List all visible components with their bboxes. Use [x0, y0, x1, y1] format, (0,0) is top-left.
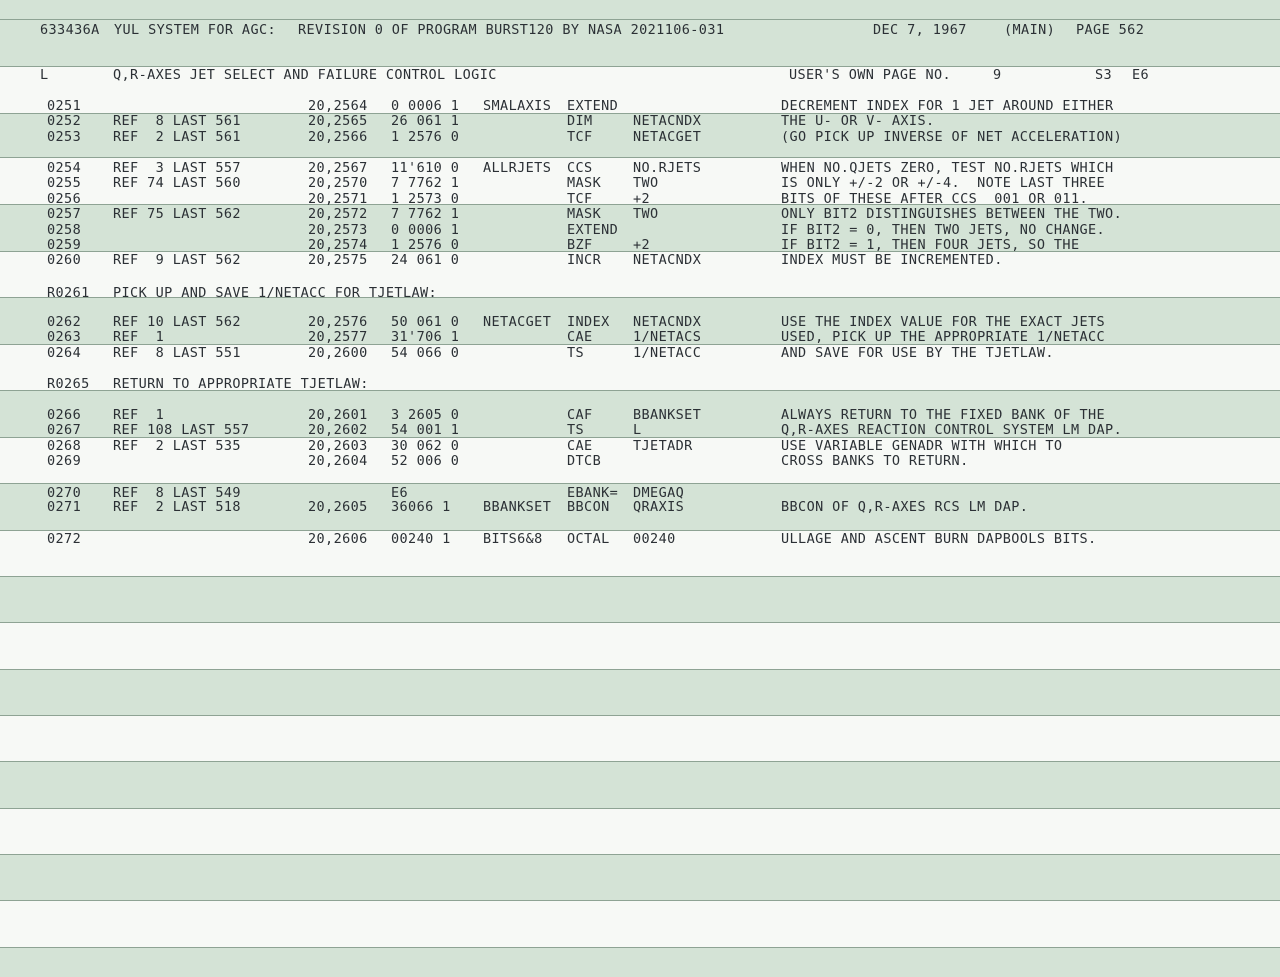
operand: TJETADR — [633, 438, 693, 454]
user-page-label: USER'S OWN PAGE NO. — [789, 67, 952, 83]
comment: AND SAVE FOR USE BY THE TJETLAW. — [781, 345, 1054, 361]
opcode: DIM — [567, 113, 593, 129]
opcode: TS — [567, 345, 585, 361]
opcode: TS — [567, 422, 585, 438]
user-page-number: 9 — [993, 67, 1002, 83]
paper-band — [0, 900, 1280, 947]
octal-code: 31'706 1 — [391, 329, 460, 345]
line-number: 0264 — [47, 345, 82, 361]
line-number: 0253 — [47, 129, 82, 145]
address: 20,2602 — [308, 422, 368, 438]
revision-line: REVISION 0 OF PROGRAM BURST120 BY NASA 2021106-031 — [298, 22, 725, 38]
line-number: 0270 — [47, 485, 82, 501]
code-label: SMALAXIS — [483, 98, 552, 114]
reference: REF 8 LAST 551 — [113, 345, 241, 361]
opcode: CAF — [567, 407, 593, 423]
octal-code: 11'610 0 — [391, 160, 460, 176]
rule-line — [0, 900, 1280, 901]
address: 20,2576 — [308, 314, 368, 330]
octal-code: 00240 1 — [391, 531, 451, 547]
opcode: TCF — [567, 129, 593, 145]
opcode: BZF — [567, 237, 593, 253]
opcode: DTCB — [567, 453, 602, 469]
line-number: 0260 — [47, 252, 82, 268]
reference: REF 1 — [113, 329, 165, 345]
line-number: 0267 — [47, 422, 82, 438]
reference: REF 75 LAST 562 — [113, 206, 241, 222]
comment: IF BIT2 = 1, THEN FOUR JETS, SO THE — [781, 237, 1080, 253]
comment: USE THE INDEX VALUE FOR THE EXACT JETS — [781, 314, 1106, 330]
code-label: BITS6&8 — [483, 531, 543, 547]
octal-code: 54 066 0 — [391, 345, 460, 361]
rule-line — [0, 947, 1280, 948]
comment: INDEX MUST BE INCREMENTED. — [781, 252, 1003, 268]
address: 20,2567 — [308, 160, 368, 176]
comment: (GO PICK UP INVERSE OF NET ACCELERATION) — [781, 129, 1123, 145]
octal-code: E6 — [391, 485, 409, 501]
rule-line — [0, 19, 1280, 20]
address: 20,2572 — [308, 206, 368, 222]
address: 20,2570 — [308, 175, 368, 191]
octal-code: 30 062 0 — [391, 438, 460, 454]
opcode: OCTAL — [567, 531, 610, 547]
opcode: CAE — [567, 438, 593, 454]
comment: IF BIT2 = 0, THEN TWO JETS, NO CHANGE. — [781, 222, 1106, 238]
reference: REF 8 LAST 549 — [113, 485, 241, 501]
paper-band — [0, 669, 1280, 715]
octal-code: 0 0006 1 — [391, 222, 460, 238]
line-number: 0269 — [47, 453, 82, 469]
reference: REF 9 LAST 562 — [113, 252, 241, 268]
address: 20,2605 — [308, 499, 368, 515]
paper-band — [0, 715, 1280, 761]
octal-code: 1 2573 0 — [391, 191, 460, 207]
listing-code: S3 — [1095, 67, 1113, 83]
line-number: 0272 — [47, 531, 82, 547]
address: 20,2577 — [308, 329, 368, 345]
address: 20,2573 — [308, 222, 368, 238]
code-label: ALLRJETS — [483, 160, 552, 176]
comment: BBCON OF Q,R-AXES RCS LM DAP. — [781, 499, 1029, 515]
comment: Q,R-AXES REACTION CONTROL SYSTEM LM DAP. — [781, 422, 1123, 438]
operand: 1/NETACS — [633, 329, 702, 345]
operand: BBANKSET — [633, 407, 702, 423]
address: 20,2603 — [308, 438, 368, 454]
page-number: PAGE 562 — [1076, 22, 1145, 38]
reference: REF 1 — [113, 407, 165, 423]
comment: BITS OF THESE AFTER CCS 001 OR 011. — [781, 191, 1088, 207]
rule-line — [0, 622, 1280, 623]
opcode: INCR — [567, 252, 602, 268]
operand: NETACNDX — [633, 113, 702, 129]
address: 20,2565 — [308, 113, 368, 129]
opcode: INDEX — [567, 314, 610, 330]
octal-code: 54 001 1 — [391, 422, 460, 438]
reference: REF 8 LAST 561 — [113, 113, 241, 129]
reference: REF 3 LAST 557 — [113, 160, 241, 176]
address: 20,2571 — [308, 191, 368, 207]
operand: NETACNDX — [633, 314, 702, 330]
rule-line — [0, 483, 1280, 484]
reference: PICK UP AND SAVE 1/NETACC FOR TJETLAW: — [113, 285, 438, 301]
reference: REF 2 LAST 535 — [113, 438, 241, 454]
line-number: 0266 — [47, 407, 82, 423]
octal-code: 0 0006 1 — [391, 98, 460, 114]
address: 20,2600 — [308, 345, 368, 361]
line-number: 0254 — [47, 160, 82, 176]
opcode: MASK — [567, 175, 602, 191]
reference: REF 2 LAST 561 — [113, 129, 241, 145]
system-name: YUL SYSTEM FOR AGC: — [114, 22, 277, 38]
rule-line — [0, 761, 1280, 762]
address: 20,2604 — [308, 453, 368, 469]
section-label: (MAIN) — [1004, 22, 1056, 38]
octal-code: 7 7762 1 — [391, 206, 460, 222]
operand: 1/NETACC — [633, 345, 702, 361]
line-number: 0251 — [47, 98, 82, 114]
paper-band — [0, 761, 1280, 808]
opcode: BBCON — [567, 499, 610, 515]
operand: 00240 — [633, 531, 676, 547]
address: 20,2601 — [308, 407, 368, 423]
rule-line — [0, 715, 1280, 716]
paper-band — [0, 808, 1280, 854]
rule-line — [0, 157, 1280, 158]
octal-code: 7 7762 1 — [391, 175, 460, 191]
octal-code: 24 061 0 — [391, 252, 460, 268]
reference: REF 74 LAST 560 — [113, 175, 241, 191]
octal-code: 1 2576 0 — [391, 129, 460, 145]
reference: REF 10 LAST 562 — [113, 314, 241, 330]
listing-code: E6 — [1132, 67, 1150, 83]
line-number: R0261 — [47, 285, 90, 301]
comment: ALWAYS RETURN TO THE FIXED BANK OF THE — [781, 407, 1106, 423]
rule-line — [0, 669, 1280, 670]
comment: IS ONLY +/-2 OR +/-4. NOTE LAST THREE — [781, 175, 1106, 191]
code-label: BBANKSET — [483, 499, 552, 515]
line-number: 0259 — [47, 237, 82, 253]
rule-line — [0, 576, 1280, 577]
operand: TWO — [633, 175, 659, 191]
address: 20,2606 — [308, 531, 368, 547]
comment: USE VARIABLE GENADR WITH WHICH TO — [781, 438, 1063, 454]
operand: L — [633, 422, 642, 438]
line-number: 0256 — [47, 191, 82, 207]
operand: +2 — [633, 237, 651, 253]
reference: REF 2 LAST 518 — [113, 499, 241, 515]
comment: THE U- OR V- AXIS. — [781, 113, 935, 129]
octal-code: 26 061 1 — [391, 113, 460, 129]
operand: QRAXIS — [633, 499, 685, 515]
line-number: 0271 — [47, 499, 82, 515]
operand: NETACGET — [633, 129, 702, 145]
comment: CROSS BANKS TO RETURN. — [781, 453, 969, 469]
octal-code: 1 2576 0 — [391, 237, 460, 253]
operand: NETACNDX — [633, 252, 702, 268]
line-number: 0257 — [47, 206, 82, 222]
comment: DECREMENT INDEX FOR 1 JET AROUND EITHER — [781, 98, 1114, 114]
listing-title: Q,R-AXES JET SELECT AND FAILURE CONTROL LOGIC — [113, 67, 497, 83]
paper-band — [0, 947, 1280, 977]
line-number: 0263 — [47, 329, 82, 345]
opcode: TCF — [567, 191, 593, 207]
octal-code: 3 2605 0 — [391, 407, 460, 423]
comment: ULLAGE AND ASCENT BURN DAPBOOLS BITS. — [781, 531, 1097, 547]
octal-code: 36066 1 — [391, 499, 451, 515]
opcode: EXTEND — [567, 98, 619, 114]
listing-marker: L — [40, 67, 49, 83]
print-date: DEC 7, 1967 — [873, 22, 967, 38]
rule-line — [0, 854, 1280, 855]
opcode: EXTEND — [567, 222, 619, 238]
opcode: MASK — [567, 206, 602, 222]
address: 20,2575 — [308, 252, 368, 268]
code-label: NETACGET — [483, 314, 552, 330]
line-number: 0255 — [47, 175, 82, 191]
operand: NO.RJETS — [633, 160, 702, 176]
operand: +2 — [633, 191, 651, 207]
address: 20,2574 — [308, 237, 368, 253]
line-number: 0252 — [47, 113, 82, 129]
paper-band — [0, 622, 1280, 669]
line-number: R0265 — [47, 376, 90, 392]
line-number: 0268 — [47, 438, 82, 454]
address: 20,2566 — [308, 129, 368, 145]
line-number: 0258 — [47, 222, 82, 238]
reference: RETURN TO APPROPRIATE TJETLAW: — [113, 376, 369, 392]
operand: DMEGAQ — [633, 485, 685, 501]
octal-code: 50 061 0 — [391, 314, 460, 330]
octal-code: 52 006 0 — [391, 453, 460, 469]
opcode: EBANK= — [567, 485, 619, 501]
job-number: 633436A — [40, 22, 100, 38]
operand: TWO — [633, 206, 659, 222]
reference: REF 108 LAST 557 — [113, 422, 250, 438]
opcode: CCS — [567, 160, 593, 176]
comment: USED, PICK UP THE APPROPRIATE 1/NETACC — [781, 329, 1106, 345]
address: 20,2564 — [308, 98, 368, 114]
comment: WHEN NO.QJETS ZERO, TEST NO.RJETS WHICH — [781, 160, 1114, 176]
paper-band — [0, 854, 1280, 900]
rule-line — [0, 808, 1280, 809]
line-number: 0262 — [47, 314, 82, 330]
opcode: CAE — [567, 329, 593, 345]
comment: ONLY BIT2 DISTINGUISHES BETWEEN THE TWO. — [781, 206, 1123, 222]
paper-band — [0, 576, 1280, 622]
